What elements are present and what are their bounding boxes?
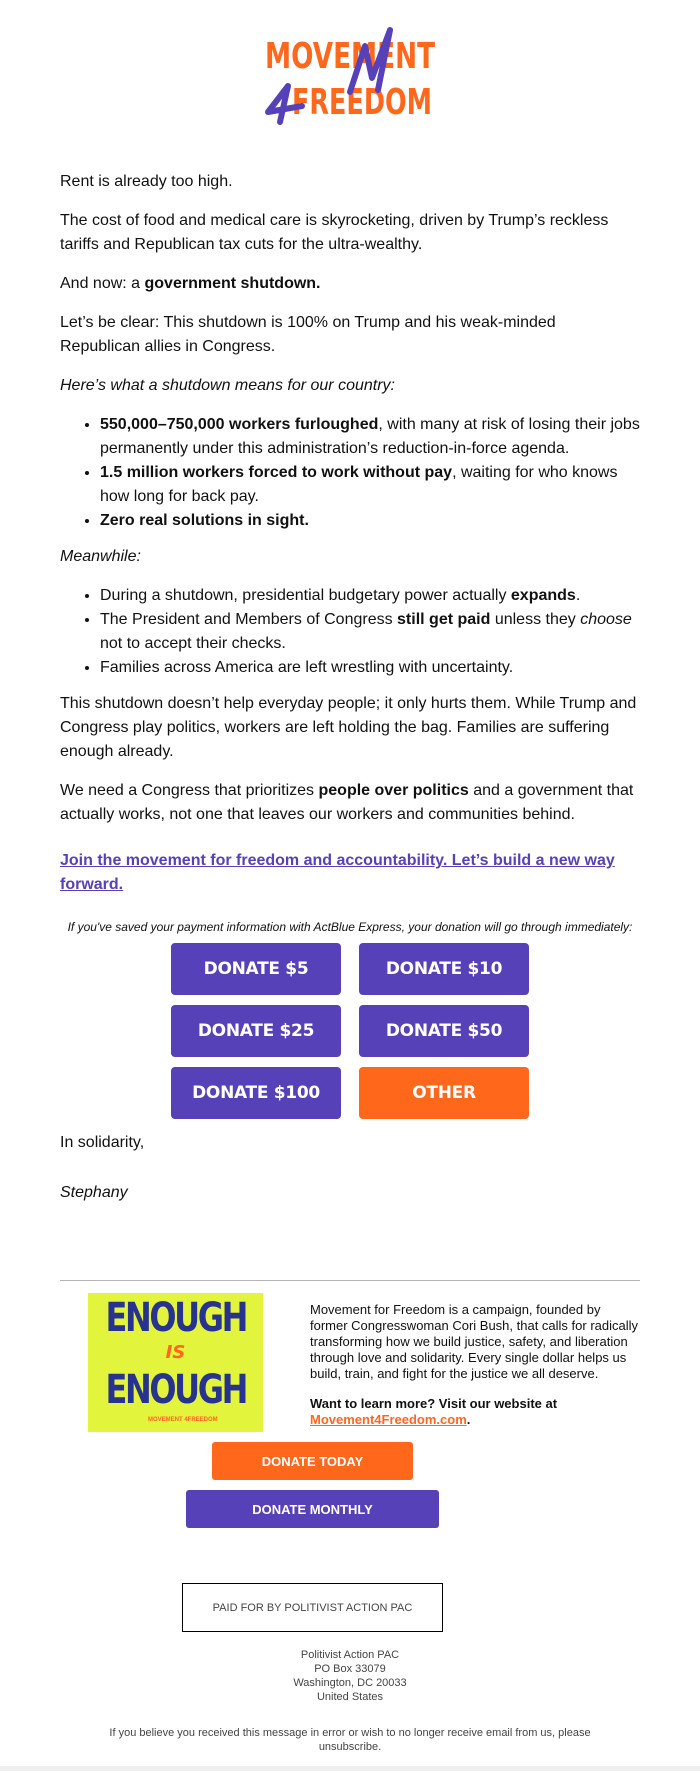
paragraph-costs: The cost of food and medical care is skyrocketing, driven by Trump’s reckless tariffs and Republican tax cuts for the ultra-wealthy.	[60, 212, 609, 253]
donation-buttons	[60, 943, 640, 1119]
poster-mini-logo: MOVEMENT 4FREEDOM	[148, 1417, 218, 1423]
paragraph-hurts: This shutdown doesn’t help everyday people; it only hurts them. While Trump and Congress play politics, workers are left holding the bag. Families are suffering enough already.	[60, 695, 637, 760]
list-item	[100, 461, 640, 509]
list-item	[100, 509, 640, 533]
paragraph-shutdown	[60, 272, 640, 296]
about-blurb	[310, 1302, 640, 1442]
unsubscribe-text[interactable]: If you believe you received this message in error or wish to no longer receive email from us, please unsubscribe.	[109, 1727, 591, 1753]
emphasis: people over politics	[318, 782, 469, 799]
text: Meanwhile:	[60, 548, 141, 565]
emphasis: Zero real solutions in sight.	[100, 512, 309, 529]
emphasis: 550,000–750,000 workers furloughed	[100, 416, 379, 433]
text: , waiting for who knows how long for back pay.	[100, 464, 618, 505]
paragraph-rent: Rent is already too high.	[60, 173, 233, 190]
text: During a shutdown, presidential budgetary power actually	[100, 587, 511, 604]
text: , with many at risk of losing their jobs permanently under this administration’s reduction-in-force agenda.	[100, 416, 640, 457]
donate-25-button[interactable]: DONATE $25	[171, 1005, 341, 1057]
emphasis: government shutdown.	[144, 275, 321, 292]
address-line: Washington, DC 20033	[293, 1677, 407, 1689]
mailing-address	[0, 1648, 700, 1704]
paragraph-intro	[60, 374, 640, 398]
website-link[interactable]: Movement4Freedom.com	[310, 1412, 467, 1427]
list-item	[100, 608, 640, 656]
paragraph-congress	[60, 779, 640, 827]
text: .	[575, 587, 581, 604]
donate-5-button[interactable]: DONATE $5	[171, 943, 341, 995]
donate-100-button[interactable]: DONATE $100	[171, 1067, 341, 1119]
actblue-express-note: If you've saved your payment information with ActBlue Express, your donation will go through immediately:	[67, 920, 633, 934]
donate-10-button[interactable]: DONATE $10	[359, 943, 529, 995]
signoff: In solidarity,	[60, 1134, 145, 1151]
list-item	[100, 656, 640, 680]
logo-line1: MOVEMENT	[265, 36, 436, 77]
emphasis: choose	[580, 611, 632, 628]
text: and a government that actually works, not one that leaves our workers and communities behind.	[60, 782, 634, 823]
email-body	[60, 170, 640, 1220]
text: Stephany	[60, 1184, 128, 1201]
shutdown-impacts-list	[60, 413, 640, 533]
join-movement-link[interactable]: Join the movement for freedom and accountability. Let’s build a new way forward.	[60, 852, 615, 893]
text: And now: a	[60, 275, 145, 292]
footer-divider	[60, 1280, 640, 1281]
learn-more	[310, 1396, 640, 1428]
about-text: Movement for Freedom is a campaign, founded by former Congresswoman Cori Bush, that calls for radically transforming how we build justice, safety, and liberation through love and solidarity. Every single dollar helps us build, train, and fight for the justice we all deserve.	[310, 1302, 639, 1381]
list-item	[100, 413, 640, 461]
text: not to accept their checks.	[100, 635, 286, 652]
list-item	[100, 584, 640, 608]
text: We need a Congress that prioritizes	[60, 782, 319, 799]
paid-for-disclaimer: PAID FOR BY POLITIVIST ACTION PAC	[182, 1583, 443, 1632]
meanwhile-list	[60, 584, 640, 680]
text: .	[466, 1412, 471, 1427]
bottom-band	[0, 1766, 700, 1771]
emphasis: still get paid	[397, 611, 491, 628]
cta-paragraph	[60, 849, 640, 897]
donate-monthly-button[interactable]: DONATE MONTHLY	[186, 1490, 439, 1528]
donate-other-button[interactable]: OTHER	[359, 1067, 529, 1119]
signature	[60, 1181, 640, 1205]
donate-today-button[interactable]: DONATE TODAY	[212, 1442, 413, 1480]
address-line: Politivist Action PAC	[300, 1649, 400, 1661]
address-line: United States	[316, 1691, 384, 1703]
poster-word: ENOUGH	[105, 1367, 246, 1413]
logo-line2: FREEDOM	[292, 82, 432, 123]
paragraph-blame: Let’s be clear: This shutdown is 100% on Trump and his weak-minded Republican allies in Congress.	[60, 314, 556, 355]
text: unless they	[490, 611, 581, 628]
poster-is: IS	[165, 1342, 186, 1363]
text: The President and Members of Congress	[100, 611, 398, 628]
text: Families across America are left wrestling with uncertainty.	[100, 659, 514, 676]
poster-word: ENOUGH	[105, 1295, 246, 1341]
address-line: PO Box 33079	[314, 1663, 386, 1675]
text: Here’s what a shutdown means for our country:	[60, 377, 395, 394]
emphasis: 1.5 million workers forced to work without pay	[100, 464, 453, 481]
enough-is-enough-image	[88, 1293, 263, 1432]
emphasis: expands	[510, 587, 576, 604]
text: Want to learn more? Visit our website at	[310, 1396, 558, 1411]
paragraph-meanwhile	[60, 545, 640, 569]
donate-50-button[interactable]: DONATE $50	[359, 1005, 529, 1057]
movement4freedom-logo	[250, 26, 450, 126]
